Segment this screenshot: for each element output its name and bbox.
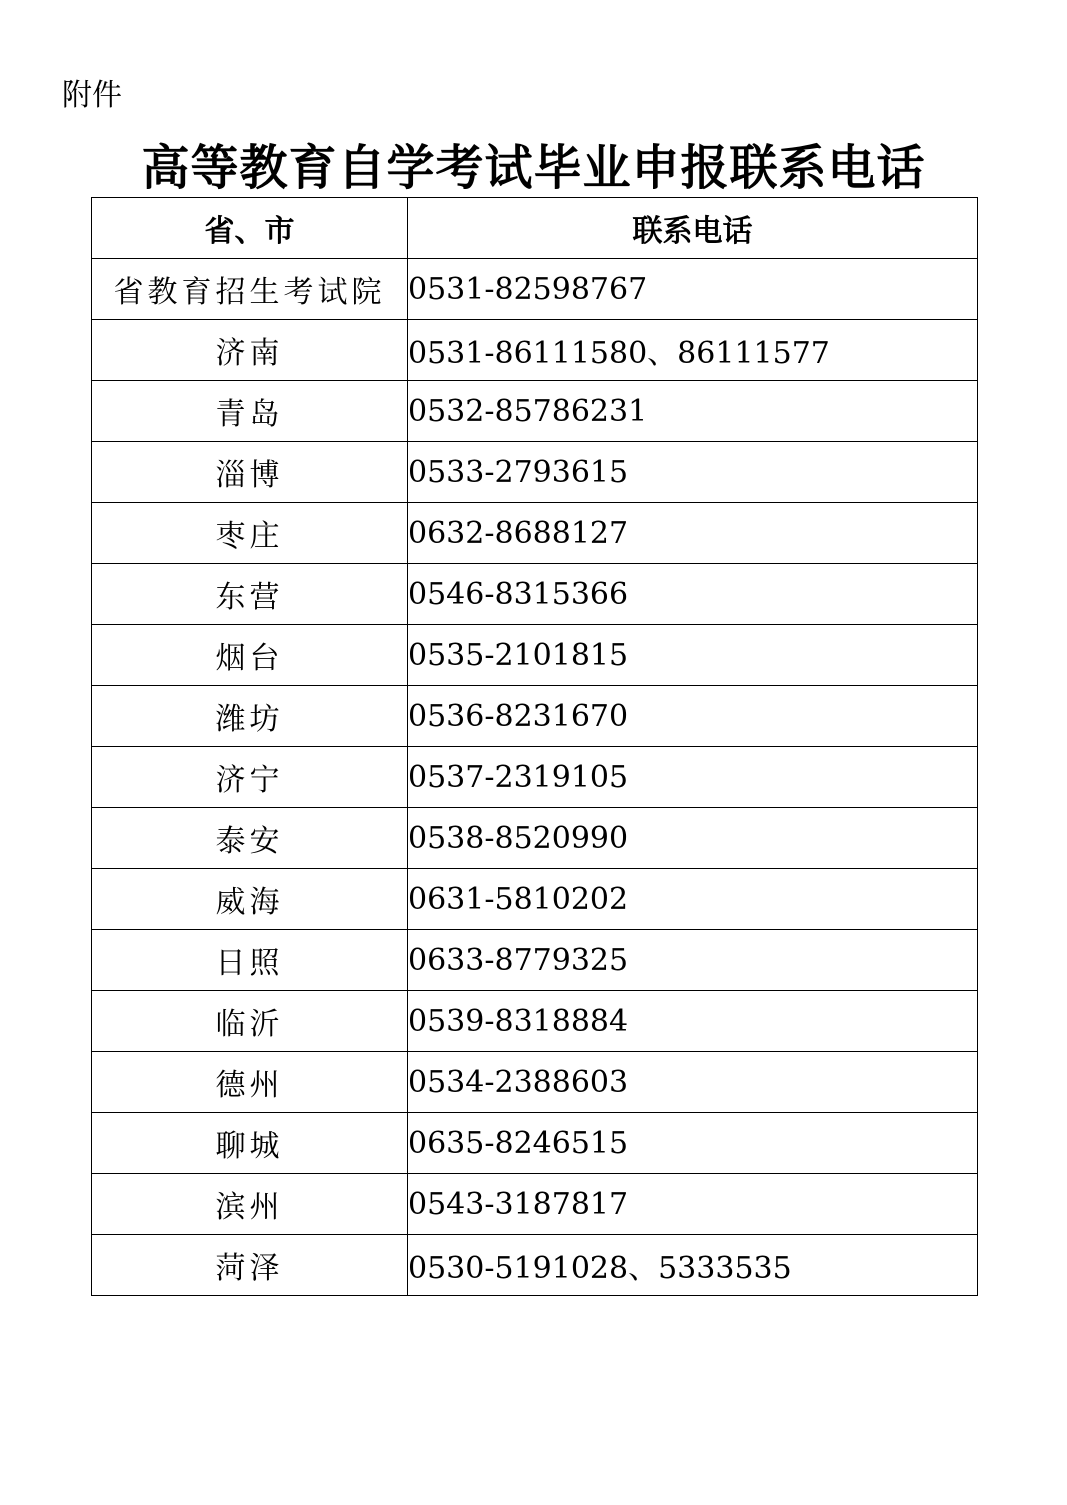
phone-cell: 0536-8231670 <box>408 686 978 747</box>
table-row <box>92 1113 978 1174</box>
table-row <box>92 442 978 503</box>
table-row <box>92 1174 978 1235</box>
phone-cell: 0543-3187817 <box>408 1174 978 1235</box>
phone-cell: 0531-82598767 <box>408 259 978 320</box>
table-row <box>92 991 978 1052</box>
phone-cell: 0539-8318884 <box>408 991 978 1052</box>
phone-cell: 0534-2388603 <box>408 1052 978 1113</box>
region-cell: 淄博 <box>92 442 408 503</box>
region-cell: 济宁 <box>92 747 408 808</box>
contact-table <box>91 197 978 1296</box>
phone-cell: 0635-8246515 <box>408 1113 978 1174</box>
phone-cell: 0530-5191028、5333535 <box>408 1235 978 1296</box>
table-row <box>92 381 978 442</box>
table-header-row <box>92 198 978 259</box>
table-row <box>92 930 978 991</box>
region-cell: 菏泽 <box>92 1235 408 1296</box>
table-row <box>92 320 978 381</box>
phone-cell: 0532-85786231 <box>408 381 978 442</box>
table-row <box>92 259 978 320</box>
phone-cell: 0533-2793615 <box>408 442 978 503</box>
table-row <box>92 686 978 747</box>
table-row <box>92 869 978 930</box>
region-cell: 枣庄 <box>92 503 408 564</box>
phone-cell: 0631-5810202 <box>408 869 978 930</box>
table-row <box>92 625 978 686</box>
table-row <box>92 503 978 564</box>
region-cell: 日照 <box>92 930 408 991</box>
region-cell: 潍坊 <box>92 686 408 747</box>
region-cell: 东营 <box>92 564 408 625</box>
region-cell: 省教育招生考试院 <box>92 259 408 320</box>
region-cell: 聊城 <box>92 1113 408 1174</box>
region-cell: 临沂 <box>92 991 408 1052</box>
table-row <box>92 1235 978 1296</box>
phone-cell: 0546-8315366 <box>408 564 978 625</box>
phone-cell: 0632-8688127 <box>408 503 978 564</box>
region-cell: 泰安 <box>92 808 408 869</box>
region-cell: 青岛 <box>92 381 408 442</box>
attachment-label: 附件 <box>62 78 122 113</box>
region-cell: 济南 <box>92 320 408 381</box>
phone-cell: 0537-2319105 <box>408 747 978 808</box>
phone-cell: 0535-2101815 <box>408 625 978 686</box>
table-row <box>92 1052 978 1113</box>
header-region: 省、市 <box>92 198 408 259</box>
page-title: 高等教育自学考试毕业申报联系电话 <box>141 140 926 196</box>
region-cell: 德州 <box>92 1052 408 1113</box>
table-row <box>92 564 978 625</box>
phone-cell: 0538-8520990 <box>408 808 978 869</box>
region-cell: 威海 <box>92 869 408 930</box>
table-row <box>92 808 978 869</box>
header-phone: 联系电话 <box>408 198 978 259</box>
region-cell: 滨州 <box>92 1174 408 1235</box>
phone-cell: 0633-8779325 <box>408 930 978 991</box>
phone-cell: 0531-86111580、86111577 <box>408 320 978 381</box>
table-row <box>92 747 978 808</box>
region-cell: 烟台 <box>92 625 408 686</box>
